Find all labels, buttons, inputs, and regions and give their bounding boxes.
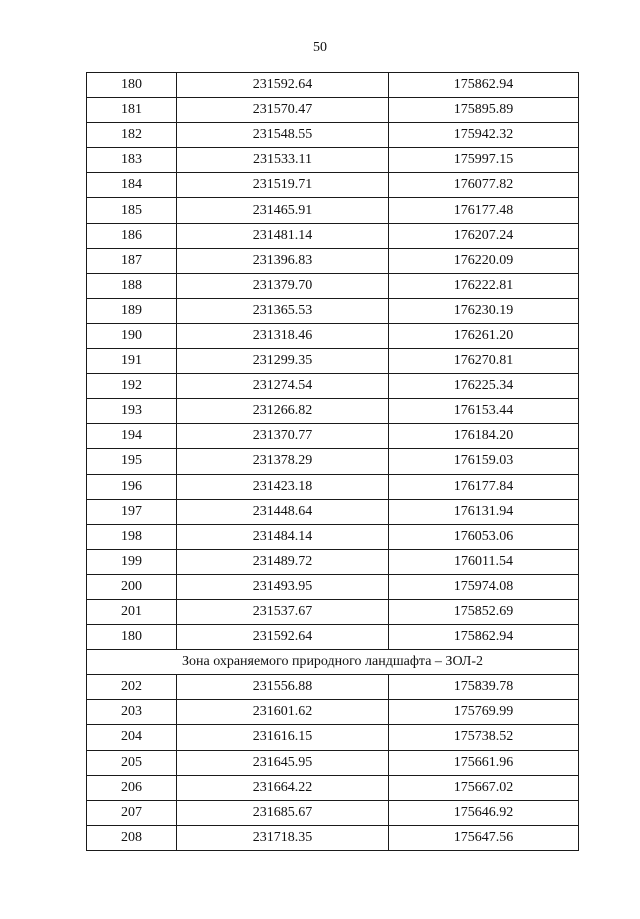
y-coordinate-cell: 175769.99 <box>389 700 579 725</box>
table-row <box>87 449 579 474</box>
table-row <box>87 574 579 599</box>
x-coordinate-cell: 231378.29 <box>177 449 389 474</box>
x-coordinate-cell: 231601.62 <box>177 700 389 725</box>
x-coordinate-cell: 231664.22 <box>177 775 389 800</box>
y-coordinate-cell: 175974.08 <box>389 574 579 599</box>
x-coordinate-cell: 231718.35 <box>177 825 389 850</box>
table-row <box>87 123 579 148</box>
point-number-cell: 195 <box>87 449 177 474</box>
point-number-cell: 206 <box>87 775 177 800</box>
table-row <box>87 725 579 750</box>
point-number-cell: 207 <box>87 800 177 825</box>
y-coordinate-cell: 176153.44 <box>389 399 579 424</box>
point-number-cell: 194 <box>87 424 177 449</box>
y-coordinate-cell: 176053.06 <box>389 524 579 549</box>
x-coordinate-cell: 231570.47 <box>177 98 389 123</box>
point-number-cell: 192 <box>87 374 177 399</box>
y-coordinate-cell: 176177.84 <box>389 474 579 499</box>
x-coordinate-cell: 231645.95 <box>177 750 389 775</box>
table-row <box>87 349 579 374</box>
y-coordinate-cell: 176225.34 <box>389 374 579 399</box>
x-coordinate-cell: 231519.71 <box>177 173 389 198</box>
point-number-cell: 193 <box>87 399 177 424</box>
point-number-cell: 189 <box>87 298 177 323</box>
point-number-cell: 186 <box>87 223 177 248</box>
coordinates-table-body <box>87 73 579 851</box>
point-number-cell: 200 <box>87 574 177 599</box>
point-number-cell: 203 <box>87 700 177 725</box>
x-coordinate-cell: 231274.54 <box>177 374 389 399</box>
table-row <box>87 625 579 650</box>
y-coordinate-cell: 175667.02 <box>389 775 579 800</box>
x-coordinate-cell: 231365.53 <box>177 298 389 323</box>
y-coordinate-cell: 175895.89 <box>389 98 579 123</box>
table-row <box>87 549 579 574</box>
point-number-cell: 204 <box>87 725 177 750</box>
point-number-cell: 187 <box>87 248 177 273</box>
page-number: 50 <box>313 40 327 55</box>
point-number-cell: 185 <box>87 198 177 223</box>
x-coordinate-cell: 231616.15 <box>177 725 389 750</box>
table-row <box>87 599 579 624</box>
x-coordinate-cell: 231533.11 <box>177 148 389 173</box>
y-coordinate-cell: 176261.20 <box>389 323 579 348</box>
y-coordinate-cell: 175862.94 <box>389 73 579 98</box>
y-coordinate-cell: 176177.48 <box>389 198 579 223</box>
x-coordinate-cell: 231423.18 <box>177 474 389 499</box>
y-coordinate-cell: 176011.54 <box>389 549 579 574</box>
table-row <box>87 499 579 524</box>
zone-heading-row <box>87 650 579 675</box>
y-coordinate-cell: 176184.20 <box>389 424 579 449</box>
y-coordinate-cell: 176222.81 <box>389 273 579 298</box>
point-number-cell: 180 <box>87 625 177 650</box>
table-row <box>87 148 579 173</box>
y-coordinate-cell: 175647.56 <box>389 825 579 850</box>
point-number-cell: 205 <box>87 750 177 775</box>
table-row <box>87 399 579 424</box>
x-coordinate-cell: 231266.82 <box>177 399 389 424</box>
x-coordinate-cell: 231318.46 <box>177 323 389 348</box>
table-row <box>87 374 579 399</box>
table-row <box>87 323 579 348</box>
point-number-cell: 180 <box>87 73 177 98</box>
y-coordinate-cell: 175997.15 <box>389 148 579 173</box>
point-number-cell: 208 <box>87 825 177 850</box>
point-number-cell: 191 <box>87 349 177 374</box>
table-row <box>87 424 579 449</box>
x-coordinate-cell: 231685.67 <box>177 800 389 825</box>
table-row <box>87 273 579 298</box>
y-coordinate-cell: 175852.69 <box>389 599 579 624</box>
x-coordinate-cell: 231592.64 <box>177 73 389 98</box>
y-coordinate-cell: 176131.94 <box>389 499 579 524</box>
x-coordinate-cell: 231484.14 <box>177 524 389 549</box>
y-coordinate-cell: 175646.92 <box>389 800 579 825</box>
x-coordinate-cell: 231448.64 <box>177 499 389 524</box>
table-row <box>87 775 579 800</box>
x-coordinate-cell: 231481.14 <box>177 223 389 248</box>
x-coordinate-cell: 231548.55 <box>177 123 389 148</box>
x-coordinate-cell: 231493.95 <box>177 574 389 599</box>
y-coordinate-cell: 176077.82 <box>389 173 579 198</box>
table-row <box>87 700 579 725</box>
point-number-cell: 182 <box>87 123 177 148</box>
x-coordinate-cell: 231396.83 <box>177 248 389 273</box>
table-row <box>87 800 579 825</box>
y-coordinate-cell: 176220.09 <box>389 248 579 273</box>
table-row <box>87 73 579 98</box>
y-coordinate-cell: 176270.81 <box>389 349 579 374</box>
x-coordinate-cell: 231489.72 <box>177 549 389 574</box>
table-row <box>87 98 579 123</box>
coordinates-table <box>86 72 579 851</box>
x-coordinate-cell: 231370.77 <box>177 424 389 449</box>
point-number-cell: 181 <box>87 98 177 123</box>
table-row <box>87 675 579 700</box>
x-coordinate-cell: 231299.35 <box>177 349 389 374</box>
y-coordinate-cell: 175862.94 <box>389 625 579 650</box>
table-row <box>87 248 579 273</box>
y-coordinate-cell: 176207.24 <box>389 223 579 248</box>
zone-heading: Зона охраняемого природного ландшафта – ЗОЛ-2 <box>87 650 579 675</box>
y-coordinate-cell: 175942.32 <box>389 123 579 148</box>
table-row <box>87 524 579 549</box>
table-row <box>87 223 579 248</box>
x-coordinate-cell: 231592.64 <box>177 625 389 650</box>
point-number-cell: 197 <box>87 499 177 524</box>
table-row <box>87 198 579 223</box>
table-row <box>87 750 579 775</box>
point-number-cell: 201 <box>87 599 177 624</box>
table-row <box>87 825 579 850</box>
x-coordinate-cell: 231379.70 <box>177 273 389 298</box>
table-row <box>87 474 579 499</box>
y-coordinate-cell: 175839.78 <box>389 675 579 700</box>
y-coordinate-cell: 175738.52 <box>389 725 579 750</box>
point-number-cell: 183 <box>87 148 177 173</box>
y-coordinate-cell: 175661.96 <box>389 750 579 775</box>
point-number-cell: 202 <box>87 675 177 700</box>
table-row <box>87 173 579 198</box>
point-number-cell: 196 <box>87 474 177 499</box>
x-coordinate-cell: 231556.88 <box>177 675 389 700</box>
point-number-cell: 184 <box>87 173 177 198</box>
x-coordinate-cell: 231465.91 <box>177 198 389 223</box>
point-number-cell: 188 <box>87 273 177 298</box>
y-coordinate-cell: 176230.19 <box>389 298 579 323</box>
point-number-cell: 199 <box>87 549 177 574</box>
x-coordinate-cell: 231537.67 <box>177 599 389 624</box>
table-row <box>87 298 579 323</box>
point-number-cell: 190 <box>87 323 177 348</box>
y-coordinate-cell: 176159.03 <box>389 449 579 474</box>
point-number-cell: 198 <box>87 524 177 549</box>
